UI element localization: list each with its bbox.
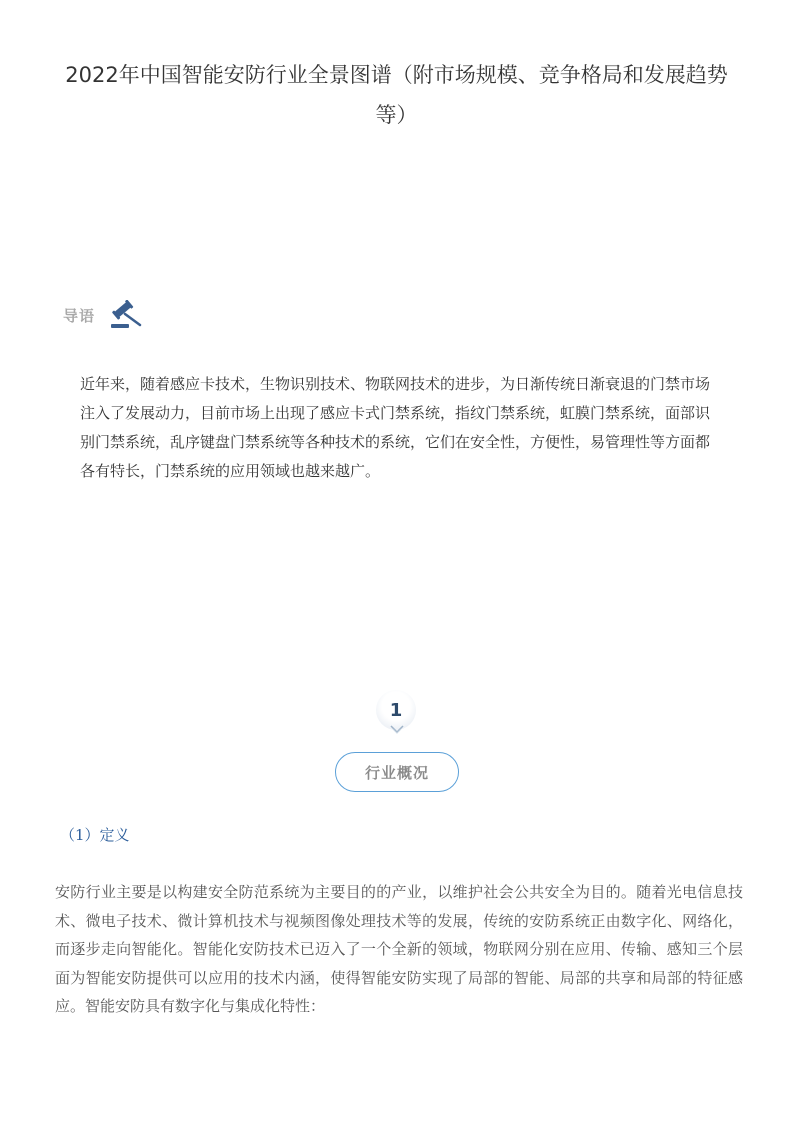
subsection-heading: （1）定义 xyxy=(60,826,130,844)
section-title-pill: 行业概况 xyxy=(335,752,459,792)
page-title: 2022年中国智能安防行业全景图谱（附市场规模、竞争格局和发展趋势等） xyxy=(65,63,728,127)
body-paragraph: 安防行业主要是以构建安全防范系统为主要目的的产业，以维护社会公共安全为目的。随着光电信息技术、微电子技术、微计算机技术与视频图像处理技术等的发展，传统的安防系统正由数字化、网络化，而逐步走向智能化。智能化安防技术已迈入了一个全新的领域，物联网分别在应用、传输、感知三个层面为智能安防提供可以应用的技术内涵，使得智能安防实现了局部的智能、局部的共享和局部的特征感应。智能安防具有数字化与集成化特性： xyxy=(55,883,743,1015)
intro-header xyxy=(63,300,143,330)
intro-label: 导语 xyxy=(63,306,96,325)
section-number: 1 xyxy=(376,690,416,730)
gavel-icon xyxy=(109,300,143,330)
section-number-badge xyxy=(376,690,418,740)
intro-paragraph: 近年来，随着感应卡技术，生物识别技术、物联网技术的进步，为日渐传统日渐衰退的门禁市场注入了发展动力，目前市场上出现了感应卡式门禁系统，指纹门禁系统，虹膜门禁系统，面部识别门禁系统，乱序键盘门禁系统等各种技术的系统，它们在安全性，方便性，易管理性等方面都各有特长，门禁系统的应用领域也越来越广。 xyxy=(80,375,711,480)
chevron-down-icon xyxy=(389,724,405,736)
